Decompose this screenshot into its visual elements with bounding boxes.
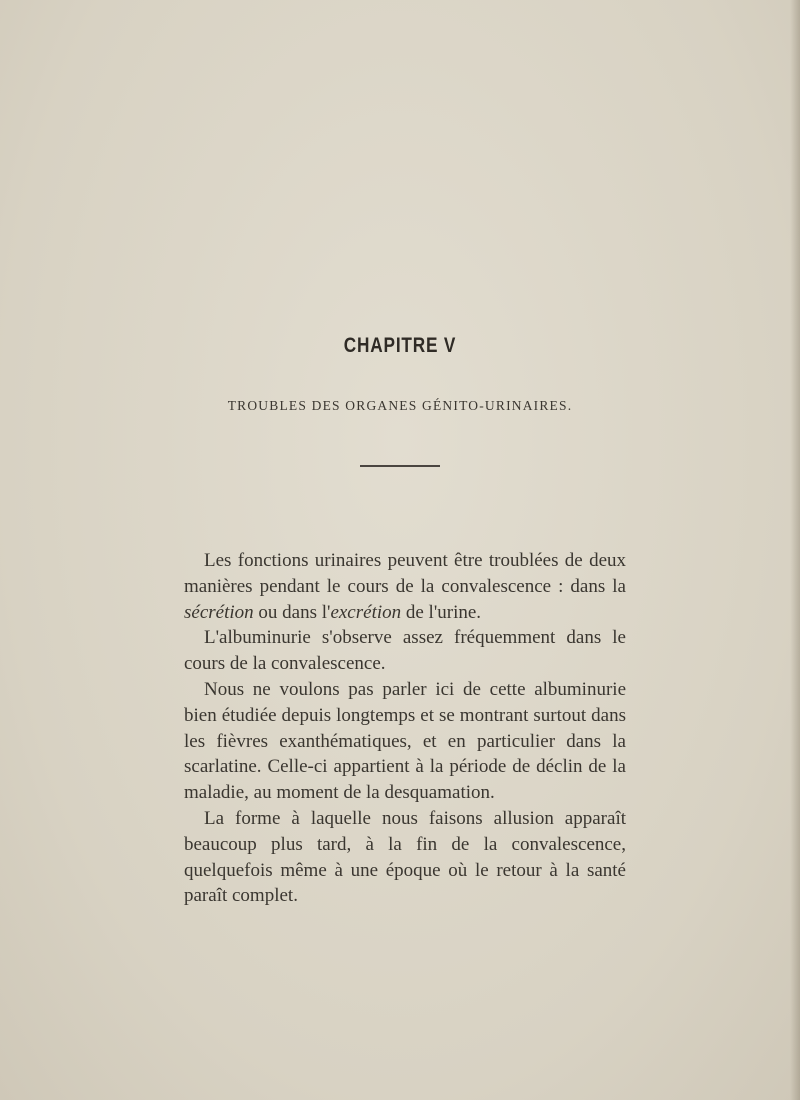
paragraph-3: Nous ne voulons pas parler ici de cette albuminurie bien étudiée depuis longtemps et se montrant surtout dans les fièvres exanthématiques, et en particulier dans la scarlatine. Celle-ci appartient à la période de déclin de la maladie, au moment de la desquamation. (184, 678, 626, 804)
paragraph-4: La forme à laquelle nous faisons allusion apparaît beaucoup plus tard, à la fin de la convalescence, quelquefois même à une époque où le retour à la santé paraît complet. (184, 807, 626, 907)
page-edge-shadow (790, 0, 800, 1100)
paragraph-1-text-b: ou dans l' (253, 601, 331, 623)
paragraph-2: L'albuminurie s'observe assez fréquemment dans le cours de la convalescence. (184, 627, 626, 675)
section-divider (360, 465, 440, 467)
paragraph-1-text-c: de l'urine. (401, 601, 482, 623)
chapter-subtitle: TROUBLES DES ORGANES GÉNITO-URINAIRES. (227, 398, 573, 413)
paragraph-1 (184, 548, 626, 625)
paragraph-1-emphasis-excretion: excrétion (330, 601, 402, 623)
chapter-title: CHAPITRE V (343, 334, 457, 357)
body-text (184, 548, 626, 909)
paragraph-1-text-a: Les fonctions urinaires peuvent être troublées de deux manières pendant le cours de la convalescence : dans la (184, 550, 626, 597)
paragraph-1-emphasis-secretion: sécrétion (184, 601, 254, 623)
